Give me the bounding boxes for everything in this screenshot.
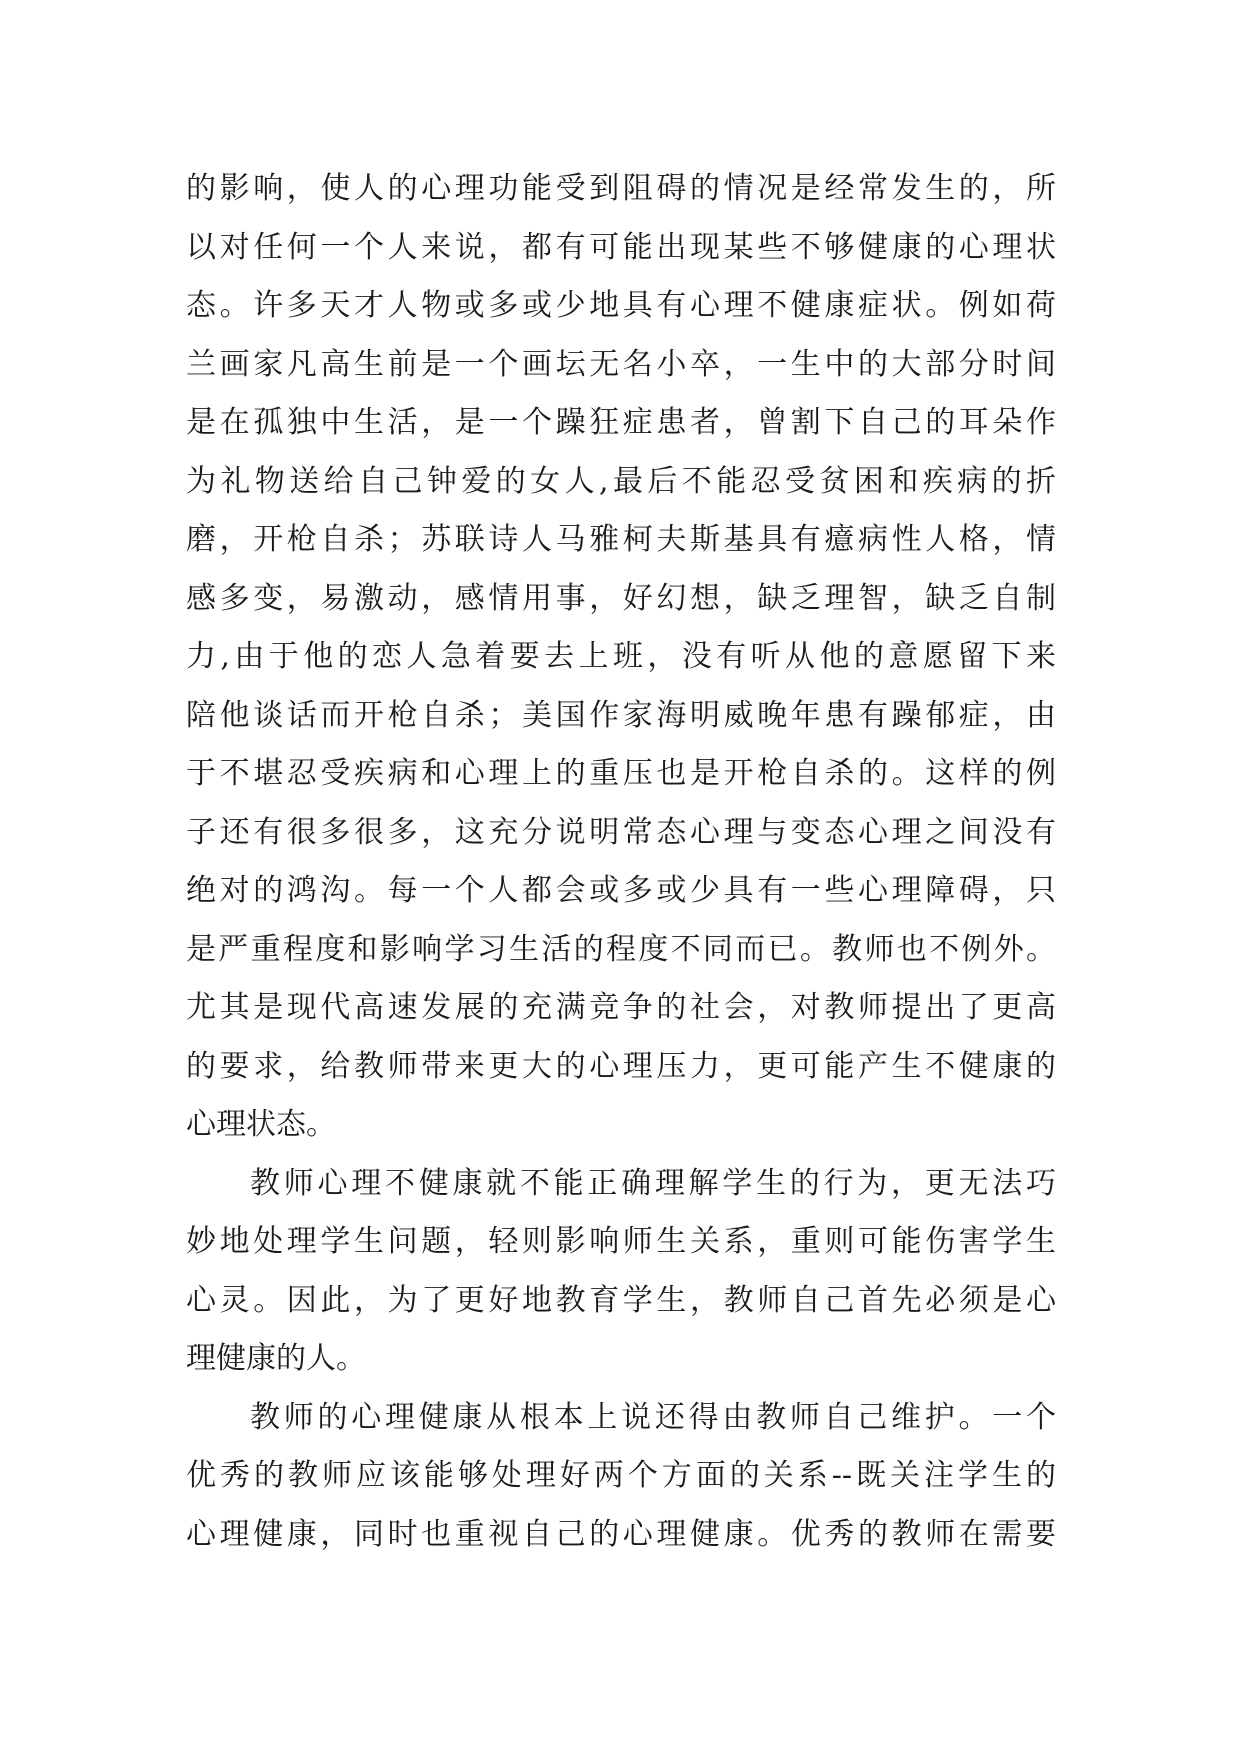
- text-line: 教师的心理健康从根本上说还得由教师自己维护。一个: [250, 1399, 1056, 1435]
- text-line: 力,由于他的恋人急着要去上班，没有听从他的意愿留下来: [186, 639, 1056, 674]
- text-line: 子还有很多很多，这充分说明常态心理与变态心理之间没有: [186, 814, 1056, 850]
- text-line: 以对任何一个人来说，都有可能出现某些不够健康的心理状: [186, 229, 1056, 265]
- text-line: 是在孤独中生活，是一个躁狂症患者，曾割下自己的耳朵作: [186, 405, 1056, 440]
- text-line: 态。许多天才人物或多或少地具有心理不健康症状。例如荷: [186, 288, 1056, 323]
- text-line: 是严重程度和影响学习生活的程度不同而已。教师也不例外。: [186, 931, 1056, 967]
- text-line: 优秀的教师应该能够处理好两个方面的关系--既关注学生的: [186, 1458, 1056, 1493]
- text-line: 磨，开枪自杀；苏联诗人马雅柯夫斯基具有癔病性人格，情: [186, 522, 1056, 557]
- text-line: 感多变，易激动，感情用事，好幻想，缺乏理智，缺乏自制: [186, 580, 1056, 616]
- text-line: 心理健康，同时也重视自己的心理健康。优秀的教师在需要: [186, 1516, 1056, 1552]
- text-line: 的影响，使人的心理功能受到阻碍的情况是经常发生的，所: [186, 171, 1056, 206]
- text-line: 教师心理不健康就不能正确理解学生的行为，更无法巧: [250, 1165, 1056, 1201]
- text-line: 心理状态。: [186, 1107, 336, 1142]
- text-line: 为礼物送给自己钟爱的女人,最后不能忍受贫困和疾病的折: [186, 463, 1056, 499]
- text-line: 绝对的鸿沟。每一个人都会或多或少具有一些心理障碍，只: [186, 873, 1056, 908]
- text-line: 陪他谈话而开枪自杀；美国作家海明威晚年患有躁郁症，由: [186, 697, 1056, 733]
- text-line: 妙地处理学生问题，轻则影响师生关系，重则可能伤害学生: [186, 1224, 1056, 1259]
- document-body: [186, 160, 1056, 1564]
- text-line: 的要求，给教师带来更大的心理压力，更可能产生不健康的: [186, 1048, 1056, 1084]
- text-line: 尤其是现代高速发展的充满竞争的社会，对教师提出了更高: [186, 990, 1056, 1025]
- text-line: 理健康的人。: [186, 1341, 366, 1376]
- paragraph-3: [186, 1389, 1056, 1565]
- paragraph-1: [186, 160, 1056, 1155]
- text-line: 兰画家凡高生前是一个画坛无名小卒，一生中的大部分时间: [186, 346, 1056, 382]
- paragraph-2: [186, 1155, 1056, 1389]
- text-line: 心灵。因此，为了更好地教育学生，教师自己首先必须是心: [186, 1282, 1056, 1318]
- text-line: 于不堪忍受疾病和心理上的重压也是开枪自杀的。这样的例: [186, 756, 1056, 791]
